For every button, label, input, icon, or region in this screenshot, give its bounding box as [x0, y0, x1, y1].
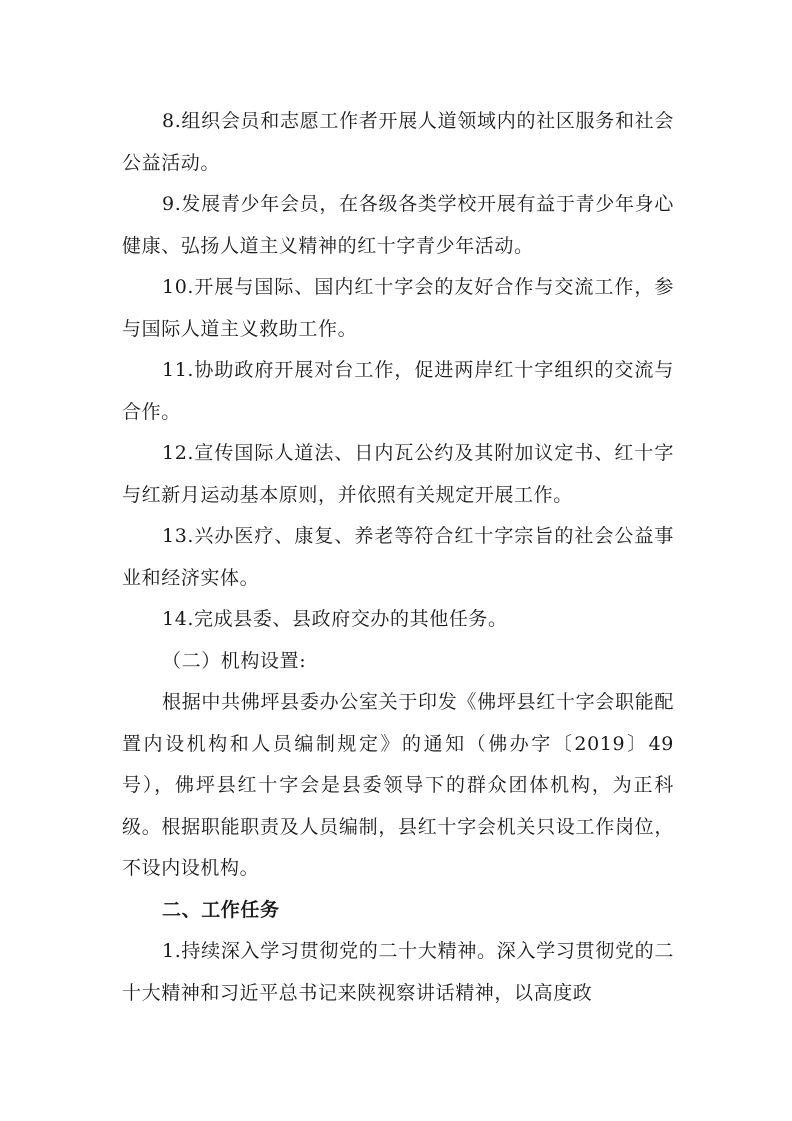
organization-paragraph: 根据中共佛坪县委办公室关于印发《佛坪县红十字会职能配置内设机构和人员编制规定》的通知（佛办字〔2019〕49号），佛坪县红十字会是县委领导下的群众团体机构，为正科级。根据职能职责及人员编制，县红十字会机关只设工作岗位，不设内设机构。 [122, 691, 674, 879]
task-paragraph-1: 1.持续深入学习贯彻党的二十大精神。深入学习贯彻党的二十大精神和习近平总书记来陕视察讲话精神，以高度政 [122, 940, 674, 1004]
paragraph-item-11: 11.协助政府开展对台工作，促进两岸红十字组织的交流与合作。 [122, 359, 674, 423]
paragraph-item-12: 12.宣传国际人道法、日内瓦公约及其附加议定书、红十字与红新月运动基本原则，并依照有关规定开展工作。 [122, 442, 674, 506]
subsection-title: （二）机构设置: [162, 649, 307, 672]
section-heading: 二、工作任务 [162, 898, 280, 921]
paragraph-item-8: 8.组织会员和志愿工作者开展人道领域内的社区服务和社会公益活动。 [122, 110, 674, 174]
document-body [122, 101, 674, 1014]
paragraph-item-13: 13.兴办医疗、康复、养老等符合红十字宗旨的社会公益事业和经济实体。 [122, 525, 674, 589]
paragraph-item-9: 9.发展青少年会员，在各级各类学校开展有益于青少年身心健康、弘扬人道主义精神的红十字青少年活动。 [122, 193, 674, 257]
paragraph-item-10: 10.开展与国际、国内红十字会的友好合作与交流工作，参与国际人道主义救助工作。 [122, 276, 674, 340]
paragraph-item-14: 14.完成县委、县政府交办的其他任务。 [162, 608, 508, 630]
